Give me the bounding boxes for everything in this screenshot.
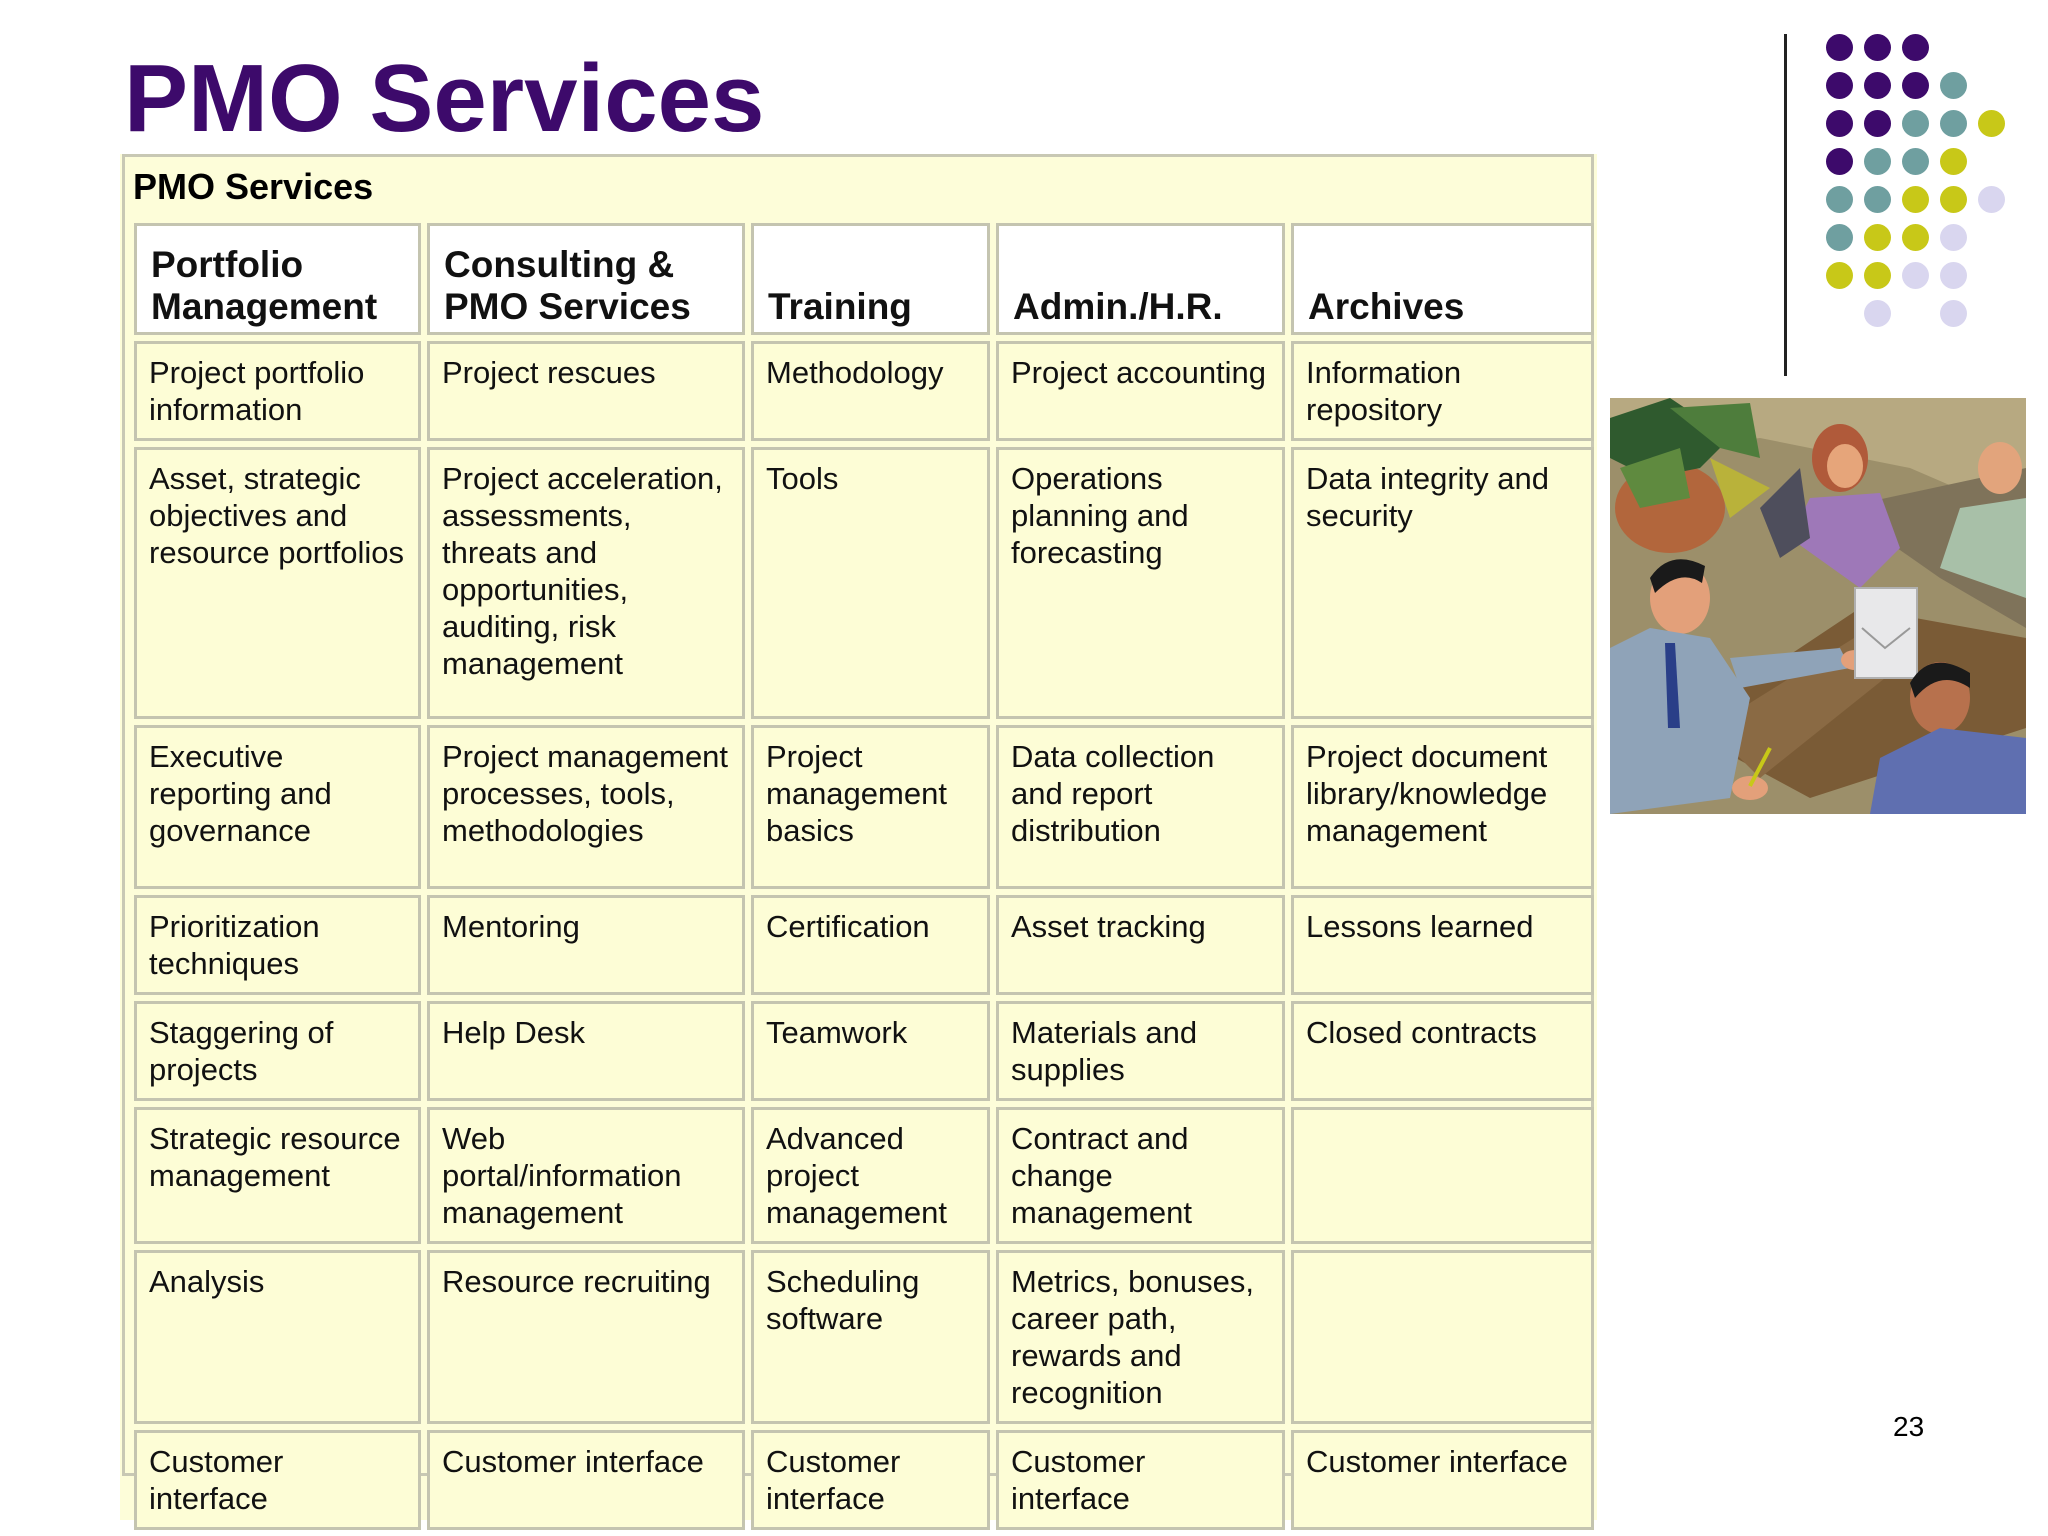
decorative-dot	[1902, 148, 1929, 175]
table-cell: Project management basics	[751, 725, 990, 889]
table-cell: Contract and change management	[996, 1107, 1285, 1244]
table-row	[134, 725, 1594, 889]
table-cell: Data integrity and security	[1291, 447, 1594, 719]
table-cell: Mentoring	[427, 895, 745, 995]
column-header-label: Archives	[1308, 286, 1465, 327]
table-cell: Scheduling software	[751, 1250, 990, 1424]
decorative-dot	[1940, 110, 1967, 137]
table-cell: Data collection and report distribution	[996, 725, 1285, 889]
column-header	[996, 223, 1285, 335]
column-header	[134, 223, 421, 335]
decorative-dot	[1940, 148, 1967, 175]
table-cell: Certification	[751, 895, 990, 995]
table-row	[134, 1250, 1594, 1424]
column-header-label: Admin./H.R.	[1013, 286, 1223, 327]
decorative-dot	[1978, 110, 2005, 137]
table-cell: Staggering of projects	[134, 1001, 421, 1101]
table-cell: Project management processes, tools, methodologies	[427, 725, 745, 889]
decorative-dot	[1864, 262, 1891, 289]
table-cell: Customer interface	[427, 1430, 745, 1530]
table-cell: Web portal/information management	[427, 1107, 745, 1244]
decorative-dot	[1864, 72, 1891, 99]
table-row	[134, 1001, 1594, 1101]
services-table	[122, 154, 1594, 1516]
table-row	[134, 1430, 1594, 1530]
table-cell: Strategic resource management	[134, 1107, 421, 1244]
table-cell: Methodology	[751, 341, 990, 441]
decorative-dot	[1864, 186, 1891, 213]
header-row	[134, 223, 1594, 335]
decorative-dot	[1864, 148, 1891, 175]
services-grid	[128, 217, 1600, 1536]
decorative-dot	[1826, 72, 1853, 99]
decorative-dot	[1826, 34, 1853, 61]
decorative-dot	[1902, 224, 1929, 251]
table-cell: Operations planning and forecasting	[996, 447, 1285, 719]
table-cell: Metrics, bonuses, career path, rewards and recognition	[996, 1250, 1285, 1424]
divider-line	[1784, 34, 1787, 376]
meeting-clipart-icon	[1610, 398, 2026, 814]
page-number: 23	[1893, 1411, 1925, 1442]
table-cell	[1291, 1250, 1594, 1424]
table-cell: Advanced project management	[751, 1107, 990, 1244]
table-cell: Customer interface	[751, 1430, 990, 1530]
table-caption: PMO Services	[133, 166, 374, 207]
table-cell: Customer interface	[996, 1430, 1285, 1530]
decorative-dot	[1902, 110, 1929, 137]
table-cell: Customer interface	[1291, 1430, 1594, 1530]
decorative-dot	[1940, 224, 1967, 251]
table-cell: Materials and supplies	[996, 1001, 1285, 1101]
column-header-label: Portfolio Management	[151, 244, 378, 327]
decorative-dot	[1902, 34, 1929, 61]
decorative-dot	[1978, 186, 2005, 213]
table-cell: Project rescues	[427, 341, 745, 441]
decorative-dot	[1864, 300, 1891, 327]
decorative-dot	[1864, 110, 1891, 137]
table-row	[134, 1107, 1594, 1244]
table-cell: Teamwork	[751, 1001, 990, 1101]
decorative-dot	[1902, 262, 1929, 289]
decorative-dot	[1826, 262, 1853, 289]
table-row	[134, 447, 1594, 719]
decorative-dot	[1940, 262, 1967, 289]
table-cell: Asset, strategic objectives and resource portfolios	[134, 447, 421, 719]
table-cell: Help Desk	[427, 1001, 745, 1101]
table-cell: Project portfolio information	[134, 341, 421, 441]
slide-title: PMO Services	[124, 45, 765, 152]
decorative-dot	[1902, 186, 1929, 213]
business-meeting-illustration	[1610, 398, 2026, 814]
column-header	[751, 223, 990, 335]
decorative-dot-grid	[1826, 34, 2016, 334]
table-cell: Information repository	[1291, 341, 1594, 441]
column-header	[1291, 223, 1594, 335]
decorative-dot	[1826, 224, 1853, 251]
column-header-label: Training	[768, 286, 912, 327]
decorative-dot	[1826, 148, 1853, 175]
table-cell: Prioritization techniques	[134, 895, 421, 995]
table-cell: Asset tracking	[996, 895, 1285, 995]
decorative-dot	[1902, 72, 1929, 99]
decorative-dot	[1864, 224, 1891, 251]
column-header	[427, 223, 745, 335]
table-cell: Project document library/knowledge management	[1291, 725, 1594, 889]
table-row	[134, 895, 1594, 995]
table-cell: Closed contracts	[1291, 1001, 1594, 1101]
table-cell: Project accounting	[996, 341, 1285, 441]
table-cell	[1291, 1107, 1594, 1244]
table-cell: Customer interface	[134, 1430, 421, 1530]
table-cell: Tools	[751, 447, 990, 719]
decorative-dot	[1940, 300, 1967, 327]
decorative-dot	[1826, 186, 1853, 213]
decorative-dot	[1940, 186, 1967, 213]
column-header-label: Consulting & PMO Services	[444, 244, 691, 327]
decorative-dot	[1940, 72, 1967, 99]
table-row	[134, 341, 1594, 441]
decorative-dot	[1864, 34, 1891, 61]
table-cell: Project acceleration, assessments, threats and opportunities, auditing, risk management	[427, 447, 745, 719]
table-cell: Executive reporting and governance	[134, 725, 421, 889]
table-cell: Lessons learned	[1291, 895, 1594, 995]
decorative-dot	[1826, 110, 1853, 137]
table-cell: Resource recruiting	[427, 1250, 745, 1424]
table-cell: Analysis	[134, 1250, 421, 1424]
